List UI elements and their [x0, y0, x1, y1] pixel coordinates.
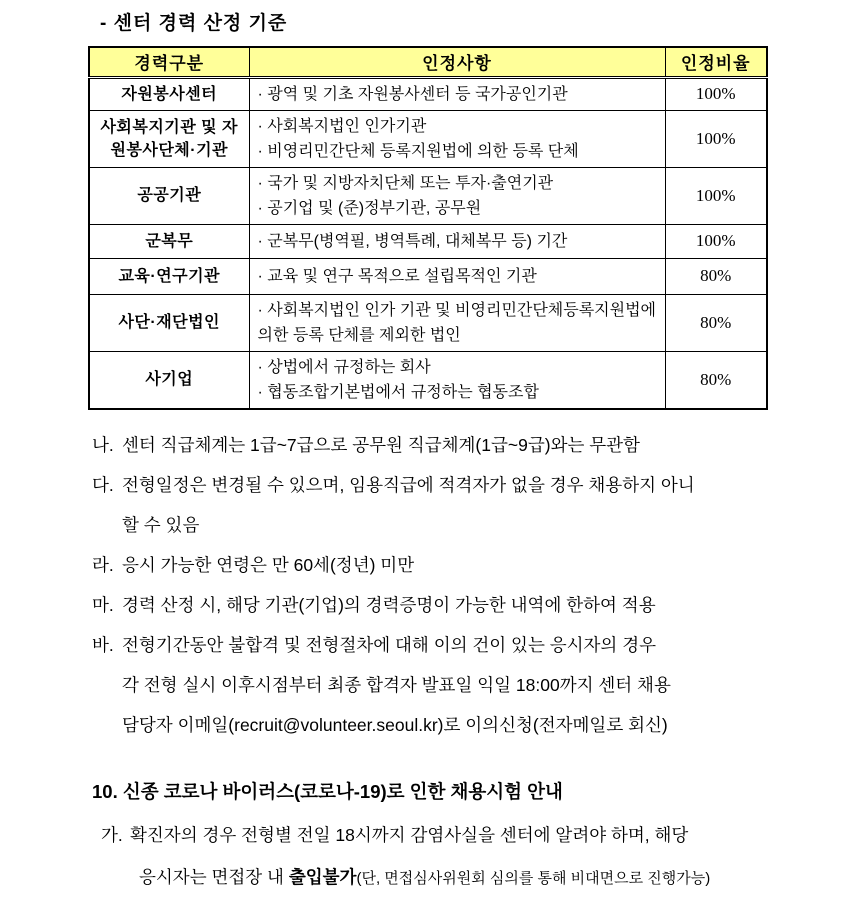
detail-line: · 국가 및 지방자치단체 또는 투자·출연기관 — [257, 174, 554, 192]
note-label: 다. — [92, 475, 114, 495]
note-line: 담당자 이메일(recruit@volunteer.seoul.kr)로 이의신청(전자메일로 회신) — [122, 715, 668, 735]
header-recognition-rate: 인정비율 — [665, 47, 767, 77]
note-line: 전형일정은 변경될 수 있으며, 임용직급에 적격자가 없을 경우 채용하지 아니 — [122, 475, 695, 495]
detail-line: · 비영리민간단체 등록지원법에 의한 등록 단체 — [257, 142, 579, 160]
section-title: - 센터 경력 산정 기준 — [100, 13, 288, 34]
table-row — [89, 294, 767, 351]
details-cell — [249, 351, 665, 409]
category-cell: 군복무 — [89, 224, 249, 258]
category-cell: 자원봉사센터 — [89, 77, 249, 110]
category-cell: 사회복지기관 및 자원봉사단체·기관 — [89, 110, 249, 167]
table-header-row — [89, 47, 767, 77]
item-line: 응시자는 면접장 내 출입불가(단, 면접심사위원회 심의를 통해 비대면으로 진행가능) — [139, 867, 711, 887]
detail-line: · 사회복지법인 인가 기관 및 비영리민간단체등록지원법에 의한 등록 단체를 제외한 법인 — [257, 301, 656, 344]
note-item — [92, 545, 770, 585]
note-label: 바. — [92, 635, 114, 655]
note-line: 전형기간동안 불합격 및 전형절차에 대해 이의 건이 있는 응시자의 경우 — [122, 635, 657, 655]
parenthetical-note: (단, 면접심사위원회 심의를 통해 비대면으로 진행가능) — [356, 870, 711, 887]
details-cell — [249, 77, 665, 110]
covid-section-heading: 10. 신종 코로나 바이러스(코로나-19)로 인한 채용시험 안내 — [92, 781, 563, 802]
details-cell — [249, 258, 665, 294]
detail-line: · 상법에서 규정하는 회사 — [257, 358, 431, 376]
table-row — [89, 258, 767, 294]
detail-line: · 교육 및 연구 목적으로 설립목적인 기관 — [257, 267, 537, 285]
category-cell: 교육·연구기관 — [89, 258, 249, 294]
detail-line: · 사회복지법인 인가기관 — [257, 117, 427, 135]
rate-cell: 80% — [665, 351, 767, 409]
category-cell: 사기업 — [89, 351, 249, 409]
covid-section-item — [101, 814, 791, 900]
note-item — [92, 625, 770, 745]
note-line: 각 전형 실시 이후시점부터 최종 합격자 발표일 익일 18:00까지 센터 채용 — [122, 675, 671, 695]
notes-list — [92, 425, 770, 745]
header-recognition-details: 인정사항 — [249, 47, 665, 77]
document-page — [0, 8, 849, 887]
rate-cell: 100% — [665, 224, 767, 258]
item-label: 가. — [101, 825, 123, 845]
note-label: 나. — [92, 435, 114, 455]
detail-line: · 협동조합기본법에서 규정하는 협동조합 — [257, 383, 539, 401]
note-label: 라. — [92, 555, 114, 575]
note-item — [92, 585, 770, 625]
note-item — [92, 465, 770, 545]
detail-line: · 군복무(병역필, 병역특례, 대체복무 등) 기간 — [257, 232, 568, 250]
detail-line: · 공기업 및 (준)정부기관, 공무원 — [257, 199, 482, 217]
note-line: 센터 직급체계는 1급~7급으로 공무원 직급체계(1급~9급)와는 무관함 — [122, 435, 640, 455]
category-cell: 공공기관 — [89, 167, 249, 224]
category-cell: 사단·재단법인 — [89, 294, 249, 351]
item-line: 확진자의 경우 전형별 전일 18시까지 감염사실을 센터에 알려야 하며, 해당 — [130, 825, 689, 845]
note-line: 할 수 있음 — [122, 515, 200, 535]
rate-cell: 100% — [665, 77, 767, 110]
table-row — [89, 167, 767, 224]
details-cell — [249, 224, 665, 258]
table-row — [89, 77, 767, 110]
details-cell — [249, 294, 665, 351]
career-criteria-table — [88, 46, 768, 410]
no-entry-emphasis: 출입불가 — [288, 867, 357, 887]
header-career-category: 경력구분 — [89, 47, 249, 77]
table-row — [89, 351, 767, 409]
table-row — [89, 110, 767, 167]
note-line: 경력 산정 시, 해당 기관(기업)의 경력증명이 가능한 내역에 한하여 적용 — [122, 595, 656, 615]
details-cell — [249, 167, 665, 224]
table-row — [89, 224, 767, 258]
note-label: 마. — [92, 595, 114, 615]
note-line: 응시 가능한 연령은 만 60세(정년) 미만 — [122, 555, 415, 575]
detail-line: · 광역 및 기초 자원봉사센터 등 국가공인기관 — [257, 85, 568, 103]
details-cell — [249, 110, 665, 167]
rate-cell: 80% — [665, 294, 767, 351]
rate-cell: 80% — [665, 258, 767, 294]
note-item — [92, 425, 770, 465]
rate-cell: 100% — [665, 167, 767, 224]
rate-cell: 100% — [665, 110, 767, 167]
